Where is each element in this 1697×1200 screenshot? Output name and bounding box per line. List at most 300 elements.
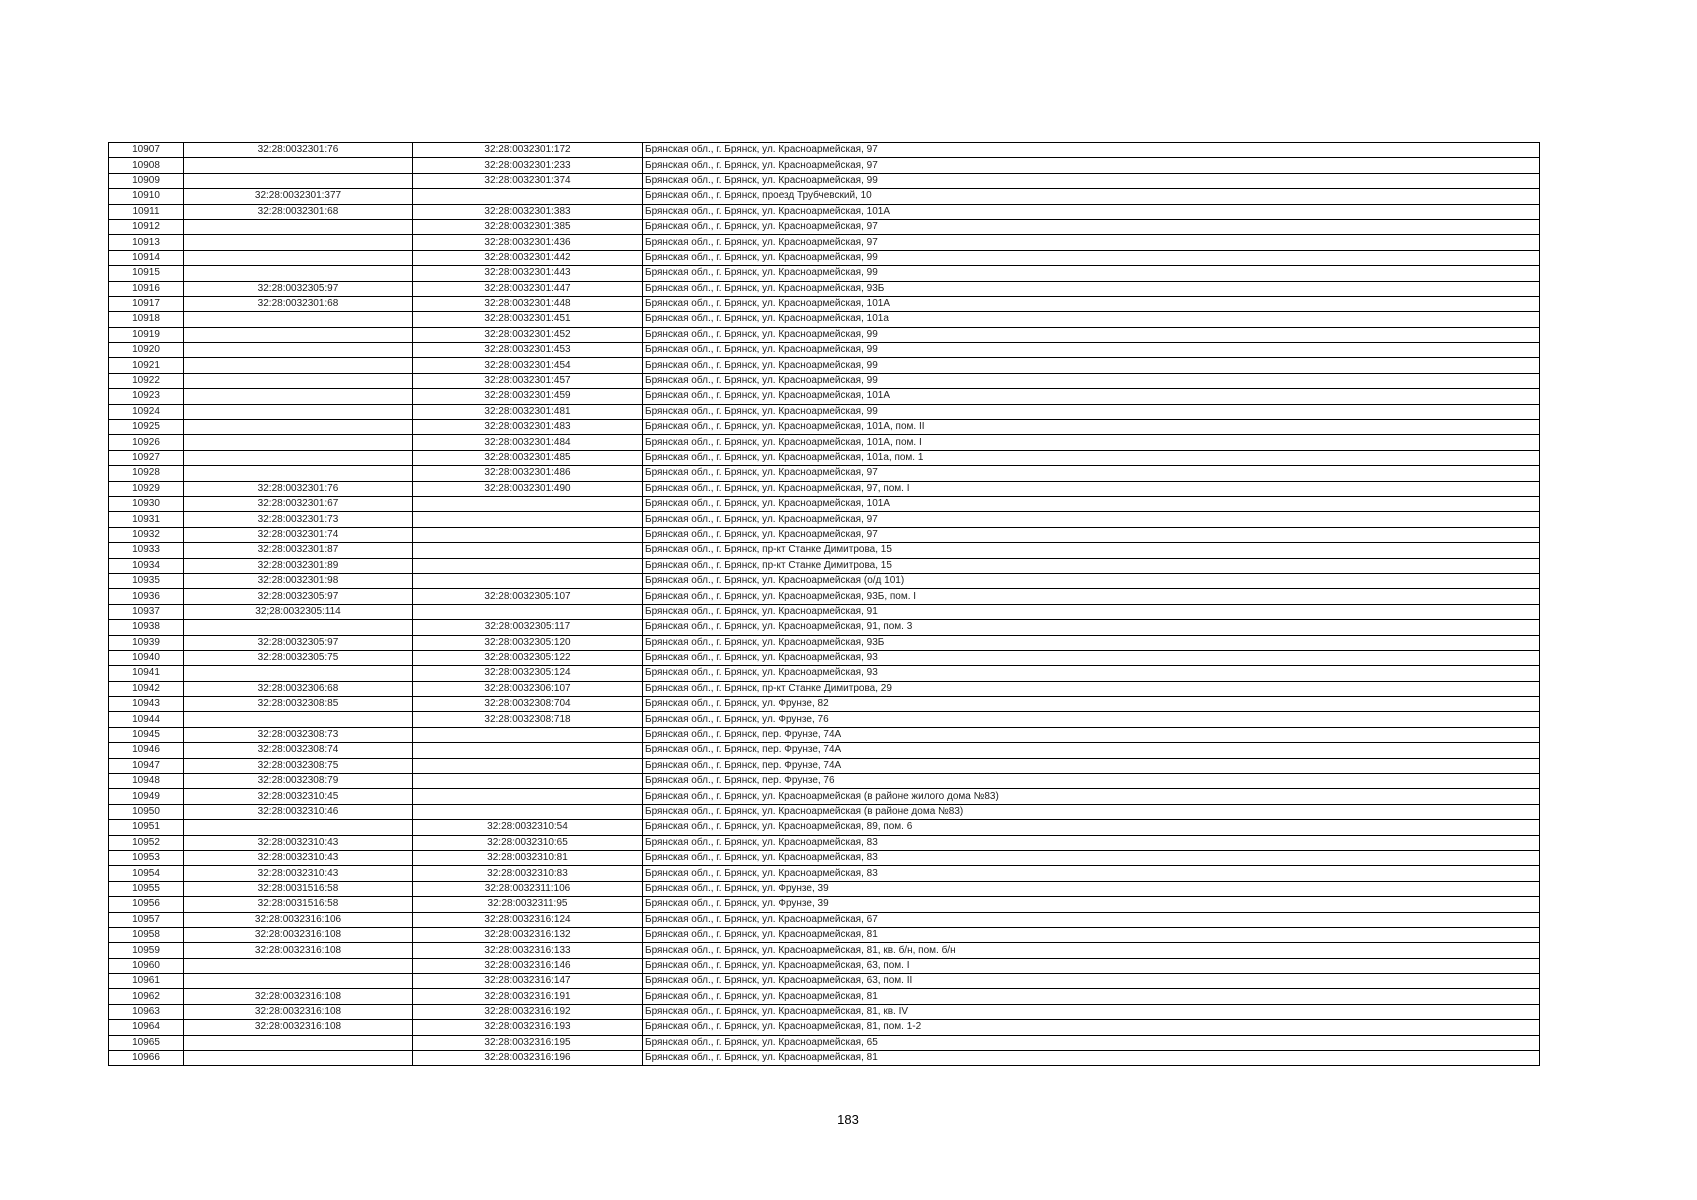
object-cadastral-number-cell: 32:28:0032301:172 bbox=[413, 143, 643, 158]
parcel-cadastral-number-cell: 32:28:0032308:74 bbox=[184, 743, 413, 758]
object-cadastral-number-cell bbox=[413, 527, 643, 542]
parcel-cadastral-number-cell: 32:28:0032301:377 bbox=[184, 189, 413, 204]
address-cell: Брянская обл., г. Брянск, ул. Красноармейская, 97 bbox=[643, 219, 1540, 234]
parcel-cadastral-number-cell bbox=[184, 466, 413, 481]
row-number-cell: 10923 bbox=[109, 389, 184, 404]
row-number-cell: 10957 bbox=[109, 912, 184, 927]
parcel-cadastral-number-cell: 32:28:0032308:85 bbox=[184, 697, 413, 712]
row-number-cell: 10943 bbox=[109, 697, 184, 712]
address-cell: Брянская обл., г. Брянск, ул. Красноармейская, 101А bbox=[643, 496, 1540, 511]
row-number-cell: 10908 bbox=[109, 158, 184, 173]
parcel-cadastral-number-cell: 32:28:0032308:79 bbox=[184, 774, 413, 789]
parcel-cadastral-number-cell: 32:28:0031516:58 bbox=[184, 897, 413, 912]
table-row bbox=[109, 789, 1540, 804]
parcel-cadastral-number-cell: 32:28:0032316:108 bbox=[184, 927, 413, 942]
object-cadastral-number-cell: 32:28:0032301:448 bbox=[413, 296, 643, 311]
object-cadastral-number-cell: 32:28:0032301:447 bbox=[413, 281, 643, 296]
parcel-cadastral-number-cell bbox=[184, 235, 413, 250]
row-number-cell: 10932 bbox=[109, 527, 184, 542]
object-cadastral-number-cell bbox=[413, 743, 643, 758]
address-cell: Брянская обл., г. Брянск, ул. Красноармейская, 99 bbox=[643, 266, 1540, 281]
row-number-cell: 10916 bbox=[109, 281, 184, 296]
address-cell: Брянская обл., г. Брянск, ул. Красноармейская, 93Б bbox=[643, 281, 1540, 296]
object-cadastral-number-cell: 32:28:0032316:147 bbox=[413, 974, 643, 989]
object-cadastral-number-cell: 32:28:0032301:457 bbox=[413, 373, 643, 388]
table-row bbox=[109, 850, 1540, 865]
parcel-cadastral-number-cell: 32:28:0032301:76 bbox=[184, 143, 413, 158]
object-cadastral-number-cell: 32:28:0032316:133 bbox=[413, 943, 643, 958]
parcel-cadastral-number-cell: 32:28:0032301:76 bbox=[184, 481, 413, 496]
parcel-cadastral-number-cell bbox=[184, 173, 413, 188]
object-cadastral-number-cell bbox=[413, 774, 643, 789]
object-cadastral-number-cell: 32:28:0032310:83 bbox=[413, 866, 643, 881]
object-cadastral-number-cell: 32:28:0032311:106 bbox=[413, 881, 643, 896]
parcel-cadastral-number-cell bbox=[184, 420, 413, 435]
table-row bbox=[109, 943, 1540, 958]
address-cell: Брянская обл., г. Брянск, пр-кт Станке Димитрова, 29 bbox=[643, 681, 1540, 696]
object-cadastral-number-cell: 32:28:0032311:95 bbox=[413, 897, 643, 912]
address-cell: Брянская обл., г. Брянск, ул. Красноармейская, 97 bbox=[643, 466, 1540, 481]
row-number-cell: 10964 bbox=[109, 1020, 184, 1035]
address-cell: Брянская обл., г. Брянск, ул. Красноармейская, 101а bbox=[643, 312, 1540, 327]
parcel-cadastral-number-cell: 32:28:0032301:74 bbox=[184, 527, 413, 542]
table-row bbox=[109, 373, 1540, 388]
object-cadastral-number-cell: 32:28:0032301:233 bbox=[413, 158, 643, 173]
row-number-cell: 10930 bbox=[109, 496, 184, 511]
table-row bbox=[109, 912, 1540, 927]
address-cell: Брянская обл., г. Брянск, ул. Красноармейская, 101а, пом. 1 bbox=[643, 450, 1540, 465]
table-row bbox=[109, 1004, 1540, 1019]
table-row bbox=[109, 481, 1540, 496]
object-cadastral-number-cell: 32:28:0032316:192 bbox=[413, 1004, 643, 1019]
address-cell: Брянская обл., г. Брянск, ул. Красноармейская, 101А bbox=[643, 204, 1540, 219]
address-cell: Брянская обл., г. Брянск, проезд Трубчевский, 10 bbox=[643, 189, 1540, 204]
address-cell: Брянская обл., г. Брянск, ул. Красноармейская, 93 bbox=[643, 650, 1540, 665]
row-number-cell: 10948 bbox=[109, 774, 184, 789]
row-number-cell: 10951 bbox=[109, 820, 184, 835]
object-cadastral-number-cell: 32:28:0032305:117 bbox=[413, 620, 643, 635]
parcel-cadastral-number-cell: 32:28:0032316:108 bbox=[184, 1004, 413, 1019]
table-row bbox=[109, 866, 1540, 881]
parcel-cadastral-number-cell: 32:28:0032305:97 bbox=[184, 281, 413, 296]
parcel-cadastral-number-cell: 32:28:0032305:97 bbox=[184, 589, 413, 604]
address-cell: Брянская обл., г. Брянск, ул. Красноармейская, 99 bbox=[643, 173, 1540, 188]
row-number-cell: 10919 bbox=[109, 327, 184, 342]
table-row bbox=[109, 158, 1540, 173]
row-number-cell: 10917 bbox=[109, 296, 184, 311]
page-number: 183 bbox=[837, 1112, 859, 1127]
parcel-cadastral-number-cell: 32:28:0032308:73 bbox=[184, 727, 413, 742]
object-cadastral-number-cell: 32:28:0032301:374 bbox=[413, 173, 643, 188]
row-number-cell: 10907 bbox=[109, 143, 184, 158]
row-number-cell: 10928 bbox=[109, 466, 184, 481]
table-row bbox=[109, 404, 1540, 419]
address-cell: Брянская обл., г. Брянск, ул. Красноармейская, 63, пом. I bbox=[643, 958, 1540, 973]
table-row bbox=[109, 620, 1540, 635]
parcel-cadastral-number-cell: 32:28:0032301:89 bbox=[184, 558, 413, 573]
address-cell: Брянская обл., г. Брянск, ул. Красноармейская (о/д 101) bbox=[643, 573, 1540, 588]
row-number-cell: 10934 bbox=[109, 558, 184, 573]
parcel-cadastral-number-cell bbox=[184, 389, 413, 404]
parcel-cadastral-number-cell: 32:28:0032305:75 bbox=[184, 650, 413, 665]
row-number-cell: 10915 bbox=[109, 266, 184, 281]
row-number-cell: 10956 bbox=[109, 897, 184, 912]
parcel-cadastral-number-cell: 32:28:0032310:43 bbox=[184, 835, 413, 850]
table-row bbox=[109, 558, 1540, 573]
table-row bbox=[109, 466, 1540, 481]
row-number-cell: 10913 bbox=[109, 235, 184, 250]
parcel-cadastral-number-cell: 32:28:0032301:73 bbox=[184, 512, 413, 527]
row-number-cell: 10922 bbox=[109, 373, 184, 388]
row-number-cell: 10931 bbox=[109, 512, 184, 527]
table-row bbox=[109, 881, 1540, 896]
table-row bbox=[109, 989, 1540, 1004]
object-cadastral-number-cell: 32:28:0032310:81 bbox=[413, 850, 643, 865]
parcel-cadastral-number-cell bbox=[184, 958, 413, 973]
parcel-cadastral-number-cell: 32:28:0032310:43 bbox=[184, 850, 413, 865]
table-row bbox=[109, 358, 1540, 373]
address-cell: Брянская обл., г. Брянск, ул. Красноармейская, 97 bbox=[643, 158, 1540, 173]
row-number-cell: 10933 bbox=[109, 543, 184, 558]
object-cadastral-number-cell: 32:28:0032316:195 bbox=[413, 1035, 643, 1050]
table-row bbox=[109, 958, 1540, 973]
object-cadastral-number-cell: 32:28:0032305:124 bbox=[413, 666, 643, 681]
address-cell: Брянская обл., г. Брянск, пер. Фрунзе, 74А bbox=[643, 758, 1540, 773]
table-row bbox=[109, 450, 1540, 465]
address-cell: Брянская обл., г. Брянск, ул. Красноармейская, 67 bbox=[643, 912, 1540, 927]
table-row bbox=[109, 389, 1540, 404]
parcel-cadastral-number-cell: 32:28:0032310:46 bbox=[184, 804, 413, 819]
parcel-cadastral-number-cell bbox=[184, 373, 413, 388]
row-number-cell: 10909 bbox=[109, 173, 184, 188]
object-cadastral-number-cell: 32:28:0032301:451 bbox=[413, 312, 643, 327]
address-cell: Брянская обл., г. Брянск, ул. Красноармейская, 97 bbox=[643, 527, 1540, 542]
address-cell: Брянская обл., г. Брянск, ул. Красноармейская, 93Б bbox=[643, 635, 1540, 650]
object-cadastral-number-cell bbox=[413, 789, 643, 804]
table-row bbox=[109, 143, 1540, 158]
row-number-cell: 10947 bbox=[109, 758, 184, 773]
address-cell: Брянская обл., г. Брянск, ул. Красноармейская, 81 bbox=[643, 989, 1540, 1004]
address-cell: Брянская обл., г. Брянск, ул. Красноармейская, 83 bbox=[643, 866, 1540, 881]
address-cell: Брянская обл., г. Брянск, ул. Красноармейская (в районе жилого дома №83) bbox=[643, 789, 1540, 804]
object-cadastral-number-cell bbox=[413, 804, 643, 819]
row-number-cell: 10910 bbox=[109, 189, 184, 204]
object-cadastral-number-cell: 32:28:0032301:383 bbox=[413, 204, 643, 219]
address-cell: Брянская обл., г. Брянск, ул. Фрунзе, 76 bbox=[643, 712, 1540, 727]
table-row bbox=[109, 512, 1540, 527]
address-cell: Брянская обл., г. Брянск, пер. Фрунзе, 76 bbox=[643, 774, 1540, 789]
row-number-cell: 10959 bbox=[109, 943, 184, 958]
object-cadastral-number-cell: 32:28:0032301:459 bbox=[413, 389, 643, 404]
registry-table-body bbox=[109, 143, 1540, 1066]
object-cadastral-number-cell: 32:28:0032316:146 bbox=[413, 958, 643, 973]
row-number-cell: 10926 bbox=[109, 435, 184, 450]
parcel-cadastral-number-cell: 32:28:0032301:87 bbox=[184, 543, 413, 558]
address-cell: Брянская обл., г. Брянск, ул. Красноармейская, 99 bbox=[643, 250, 1540, 265]
object-cadastral-number-cell: 32:28:0032301:490 bbox=[413, 481, 643, 496]
table-row bbox=[109, 666, 1540, 681]
address-cell: Брянская обл., г. Брянск, ул. Фрунзе, 82 bbox=[643, 697, 1540, 712]
table-row bbox=[109, 266, 1540, 281]
table-row bbox=[109, 712, 1540, 727]
object-cadastral-number-cell: 32:28:0032301:454 bbox=[413, 358, 643, 373]
parcel-cadastral-number-cell bbox=[184, 266, 413, 281]
row-number-cell: 10920 bbox=[109, 343, 184, 358]
table-row bbox=[109, 1020, 1540, 1035]
object-cadastral-number-cell: 32:28:0032305:107 bbox=[413, 589, 643, 604]
parcel-cadastral-number-cell: 32:28:0032306:68 bbox=[184, 681, 413, 696]
table-row bbox=[109, 589, 1540, 604]
row-number-cell: 10924 bbox=[109, 404, 184, 419]
table-row bbox=[109, 435, 1540, 450]
parcel-cadastral-number-cell bbox=[184, 450, 413, 465]
row-number-cell: 10955 bbox=[109, 881, 184, 896]
object-cadastral-number-cell: 32:28:0032308:704 bbox=[413, 697, 643, 712]
table-row bbox=[109, 1051, 1540, 1066]
address-cell: Брянская обл., г. Брянск, ул. Красноармейская, 91, пом. 3 bbox=[643, 620, 1540, 635]
table-row bbox=[109, 635, 1540, 650]
object-cadastral-number-cell bbox=[413, 604, 643, 619]
object-cadastral-number-cell: 32:28:0032316:193 bbox=[413, 1020, 643, 1035]
object-cadastral-number-cell: 32:28:0032310:65 bbox=[413, 835, 643, 850]
address-cell: Брянская обл., г. Брянск, пр-кт Станке Димитрова, 15 bbox=[643, 543, 1540, 558]
parcel-cadastral-number-cell bbox=[184, 158, 413, 173]
object-cadastral-number-cell bbox=[413, 189, 643, 204]
table-row bbox=[109, 681, 1540, 696]
table-row bbox=[109, 343, 1540, 358]
row-number-cell: 10953 bbox=[109, 850, 184, 865]
object-cadastral-number-cell: 32:28:0032301:483 bbox=[413, 420, 643, 435]
object-cadastral-number-cell: 32:28:0032316:132 bbox=[413, 927, 643, 942]
parcel-cadastral-number-cell bbox=[184, 358, 413, 373]
row-number-cell: 10940 bbox=[109, 650, 184, 665]
object-cadastral-number-cell: 32:28:0032316:196 bbox=[413, 1051, 643, 1066]
parcel-cadastral-number-cell: 32:28:0032316:108 bbox=[184, 1020, 413, 1035]
parcel-cadastral-number-cell bbox=[184, 712, 413, 727]
address-cell: Брянская обл., г. Брянск, ул. Красноармейская, 81, кв. IV bbox=[643, 1004, 1540, 1019]
object-cadastral-number-cell: 32:28:0032305:122 bbox=[413, 650, 643, 665]
address-cell: Брянская обл., г. Брянск, ул. Красноармейская, 81, кв. б/н, пом. б/н bbox=[643, 943, 1540, 958]
table-row bbox=[109, 727, 1540, 742]
object-cadastral-number-cell: 32:28:0032301:442 bbox=[413, 250, 643, 265]
table-row bbox=[109, 774, 1540, 789]
object-cadastral-number-cell: 32:28:0032308:718 bbox=[413, 712, 643, 727]
table-row bbox=[109, 496, 1540, 511]
address-cell: Брянская обл., г. Брянск, ул. Красноармейская, 101А bbox=[643, 296, 1540, 311]
address-cell: Брянская обл., г. Брянск, ул. Красноармейская, 99 bbox=[643, 373, 1540, 388]
address-cell: Брянская обл., г. Брянск, ул. Красноармейская, 97, пом. I bbox=[643, 481, 1540, 496]
row-number-cell: 10929 bbox=[109, 481, 184, 496]
address-cell: Брянская обл., г. Брянск, пер. Фрунзе, 74А bbox=[643, 727, 1540, 742]
object-cadastral-number-cell: 32:28:0032301:443 bbox=[413, 266, 643, 281]
table-row bbox=[109, 743, 1540, 758]
parcel-cadastral-number-cell: 32:28:0032301:68 bbox=[184, 296, 413, 311]
table-row bbox=[109, 327, 1540, 342]
object-cadastral-number-cell: 32:28:0032301:485 bbox=[413, 450, 643, 465]
row-number-cell: 10927 bbox=[109, 450, 184, 465]
parcel-cadastral-number-cell bbox=[184, 404, 413, 419]
object-cadastral-number-cell bbox=[413, 558, 643, 573]
table-row bbox=[109, 219, 1540, 234]
address-cell: Брянская обл., г. Брянск, ул. Красноармейская, 99 bbox=[643, 343, 1540, 358]
object-cadastral-number-cell: 32:28:0032310:54 bbox=[413, 820, 643, 835]
address-cell: Брянская обл., г. Брянск, ул. Фрунзе, 39 bbox=[643, 897, 1540, 912]
parcel-cadastral-number-cell: 32:28:0032316:108 bbox=[184, 989, 413, 1004]
row-number-cell: 10952 bbox=[109, 835, 184, 850]
address-cell: Брянская обл., г. Брянск, ул. Красноармейская, 99 bbox=[643, 404, 1540, 419]
row-number-cell: 10912 bbox=[109, 219, 184, 234]
row-number-cell: 10944 bbox=[109, 712, 184, 727]
object-cadastral-number-cell bbox=[413, 727, 643, 742]
address-cell: Брянская обл., г. Брянск, ул. Красноармейская, 91 bbox=[643, 604, 1540, 619]
parcel-cadastral-number-cell: 32:28:0032305:97 bbox=[184, 635, 413, 650]
object-cadastral-number-cell: 32:28:0032301:452 bbox=[413, 327, 643, 342]
row-number-cell: 10954 bbox=[109, 866, 184, 881]
address-cell: Брянская обл., г. Брянск, ул. Красноармейская, 83 bbox=[643, 835, 1540, 850]
object-cadastral-number-cell bbox=[413, 758, 643, 773]
table-row bbox=[109, 250, 1540, 265]
object-cadastral-number-cell: 32:28:0032316:124 bbox=[413, 912, 643, 927]
parcel-cadastral-number-cell bbox=[184, 327, 413, 342]
table-row bbox=[109, 420, 1540, 435]
table-row bbox=[109, 312, 1540, 327]
table-row bbox=[109, 927, 1540, 942]
table-row bbox=[109, 1035, 1540, 1050]
address-cell: Брянская обл., г. Брянск, пр-кт Станке Димитрова, 15 bbox=[643, 558, 1540, 573]
row-number-cell: 10945 bbox=[109, 727, 184, 742]
row-number-cell: 10918 bbox=[109, 312, 184, 327]
address-cell: Брянская обл., г. Брянск, ул. Красноармейская, 99 bbox=[643, 358, 1540, 373]
object-cadastral-number-cell: 32:28:0032301:484 bbox=[413, 435, 643, 450]
parcel-cadastral-number-cell bbox=[184, 666, 413, 681]
row-number-cell: 10941 bbox=[109, 666, 184, 681]
table-row bbox=[109, 820, 1540, 835]
row-number-cell: 10937 bbox=[109, 604, 184, 619]
table-row bbox=[109, 974, 1540, 989]
table-row bbox=[109, 281, 1540, 296]
address-cell: Брянская обл., г. Брянск, ул. Красноармейская, 99 bbox=[643, 327, 1540, 342]
parcel-cadastral-number-cell bbox=[184, 820, 413, 835]
address-cell: Брянская обл., г. Брянск, ул. Красноармейская, 93 bbox=[643, 666, 1540, 681]
row-number-cell: 10949 bbox=[109, 789, 184, 804]
object-cadastral-number-cell bbox=[413, 512, 643, 527]
address-cell: Брянская обл., г. Брянск, ул. Красноармейская, 81 bbox=[643, 1051, 1540, 1066]
object-cadastral-number-cell bbox=[413, 573, 643, 588]
parcel-cadastral-number-cell bbox=[184, 250, 413, 265]
table-row bbox=[109, 897, 1540, 912]
address-cell: Брянская обл., г. Брянск, ул. Красноармейская, 93Б, пом. I bbox=[643, 589, 1540, 604]
table-row bbox=[109, 697, 1540, 712]
table-row bbox=[109, 235, 1540, 250]
address-cell: Брянская обл., г. Брянск, ул. Красноармейская, 101А, пом. II bbox=[643, 420, 1540, 435]
object-cadastral-number-cell: 32:28:0032301:453 bbox=[413, 343, 643, 358]
parcel-cadastral-number-cell: 32:28:0031516:58 bbox=[184, 881, 413, 896]
row-number-cell: 10911 bbox=[109, 204, 184, 219]
object-cadastral-number-cell: 32:28:0032316:191 bbox=[413, 989, 643, 1004]
table-row bbox=[109, 650, 1540, 665]
address-cell: Брянская обл., г. Брянск, пер. Фрунзе, 74А bbox=[643, 743, 1540, 758]
parcel-cadastral-number-cell: 32:28:0032316:106 bbox=[184, 912, 413, 927]
address-cell: Брянская обл., г. Брянск, ул. Красноармейская, 65 bbox=[643, 1035, 1540, 1050]
table-row bbox=[109, 173, 1540, 188]
parcel-cadastral-number-cell bbox=[184, 1035, 413, 1050]
row-number-cell: 10936 bbox=[109, 589, 184, 604]
object-cadastral-number-cell: 32:28:0032301:436 bbox=[413, 235, 643, 250]
address-cell: Брянская обл., г. Брянск, ул. Красноармейская, 83 bbox=[643, 850, 1540, 865]
parcel-cadastral-number-cell: 32:28:0032316:108 bbox=[184, 943, 413, 958]
registry-table bbox=[108, 142, 1540, 1066]
object-cadastral-number-cell: 32:28:0032301:486 bbox=[413, 466, 643, 481]
parcel-cadastral-number-cell bbox=[184, 1051, 413, 1066]
row-number-cell: 10914 bbox=[109, 250, 184, 265]
object-cadastral-number-cell bbox=[413, 496, 643, 511]
address-cell: Брянская обл., г. Брянск, ул. Красноармейская, 101А, пом. I bbox=[643, 435, 1540, 450]
parcel-cadastral-number-cell: 32:28:0032308:75 bbox=[184, 758, 413, 773]
parcel-cadastral-number-cell: 32:28:0032310:43 bbox=[184, 866, 413, 881]
object-cadastral-number-cell: 32:28:0032301:481 bbox=[413, 404, 643, 419]
row-number-cell: 10965 bbox=[109, 1035, 184, 1050]
object-cadastral-number-cell: 32:28:0032305:120 bbox=[413, 635, 643, 650]
row-number-cell: 10966 bbox=[109, 1051, 184, 1066]
table-row bbox=[109, 543, 1540, 558]
address-cell: Брянская обл., г. Брянск, ул. Красноармейская, 101А bbox=[643, 389, 1540, 404]
parcel-cadastral-number-cell bbox=[184, 219, 413, 234]
row-number-cell: 10938 bbox=[109, 620, 184, 635]
address-cell: Брянская обл., г. Брянск, ул. Красноармейская (в районе дома №83) bbox=[643, 804, 1540, 819]
address-cell: Брянская обл., г. Брянск, ул. Красноармейская, 81 bbox=[643, 927, 1540, 942]
row-number-cell: 10950 bbox=[109, 804, 184, 819]
parcel-cadastral-number-cell: 32:28:0032301:98 bbox=[184, 573, 413, 588]
row-number-cell: 10961 bbox=[109, 974, 184, 989]
address-cell: Брянская обл., г. Брянск, ул. Красноармейская, 81, пом. 1-2 bbox=[643, 1020, 1540, 1035]
address-cell: Брянская обл., г. Брянск, ул. Красноармейская, 97 bbox=[643, 512, 1540, 527]
row-number-cell: 10921 bbox=[109, 358, 184, 373]
row-number-cell: 10939 bbox=[109, 635, 184, 650]
parcel-cadastral-number-cell: 32:28:0032301:68 bbox=[184, 204, 413, 219]
object-cadastral-number-cell bbox=[413, 543, 643, 558]
address-cell: Брянская обл., г. Брянск, ул. Красноармейская, 97 bbox=[643, 143, 1540, 158]
table-row bbox=[109, 604, 1540, 619]
table-row bbox=[109, 758, 1540, 773]
parcel-cadastral-number-cell: 32:28:0032301:67 bbox=[184, 496, 413, 511]
table-row bbox=[109, 573, 1540, 588]
parcel-cadastral-number-cell: 32:28:0032310:45 bbox=[184, 789, 413, 804]
table-row bbox=[109, 804, 1540, 819]
row-number-cell: 10942 bbox=[109, 681, 184, 696]
parcel-cadastral-number-cell: 32;28:0032305:114 bbox=[184, 604, 413, 619]
address-cell: Брянская обл., г. Брянск, ул. Красноармейская, 89, пом. 6 bbox=[643, 820, 1540, 835]
object-cadastral-number-cell: 32:28:0032301:385 bbox=[413, 219, 643, 234]
row-number-cell: 10963 bbox=[109, 1004, 184, 1019]
table-row bbox=[109, 189, 1540, 204]
row-number-cell: 10925 bbox=[109, 420, 184, 435]
address-cell: Брянская обл., г. Брянск, ул. Фрунзе, 39 bbox=[643, 881, 1540, 896]
parcel-cadastral-number-cell bbox=[184, 435, 413, 450]
parcel-cadastral-number-cell bbox=[184, 312, 413, 327]
object-cadastral-number-cell: 32:28:0032306:107 bbox=[413, 681, 643, 696]
address-cell: Брянская обл., г. Брянск, ул. Красноармейская, 97 bbox=[643, 235, 1540, 250]
table-row bbox=[109, 835, 1540, 850]
parcel-cadastral-number-cell bbox=[184, 974, 413, 989]
table-row bbox=[109, 296, 1540, 311]
parcel-cadastral-number-cell bbox=[184, 620, 413, 635]
address-cell: Брянская обл., г. Брянск, ул. Красноармейская, 63, пом. II bbox=[643, 974, 1540, 989]
row-number-cell: 10946 bbox=[109, 743, 184, 758]
row-number-cell: 10962 bbox=[109, 989, 184, 1004]
table-row bbox=[109, 204, 1540, 219]
parcel-cadastral-number-cell bbox=[184, 343, 413, 358]
table-row bbox=[109, 527, 1540, 542]
